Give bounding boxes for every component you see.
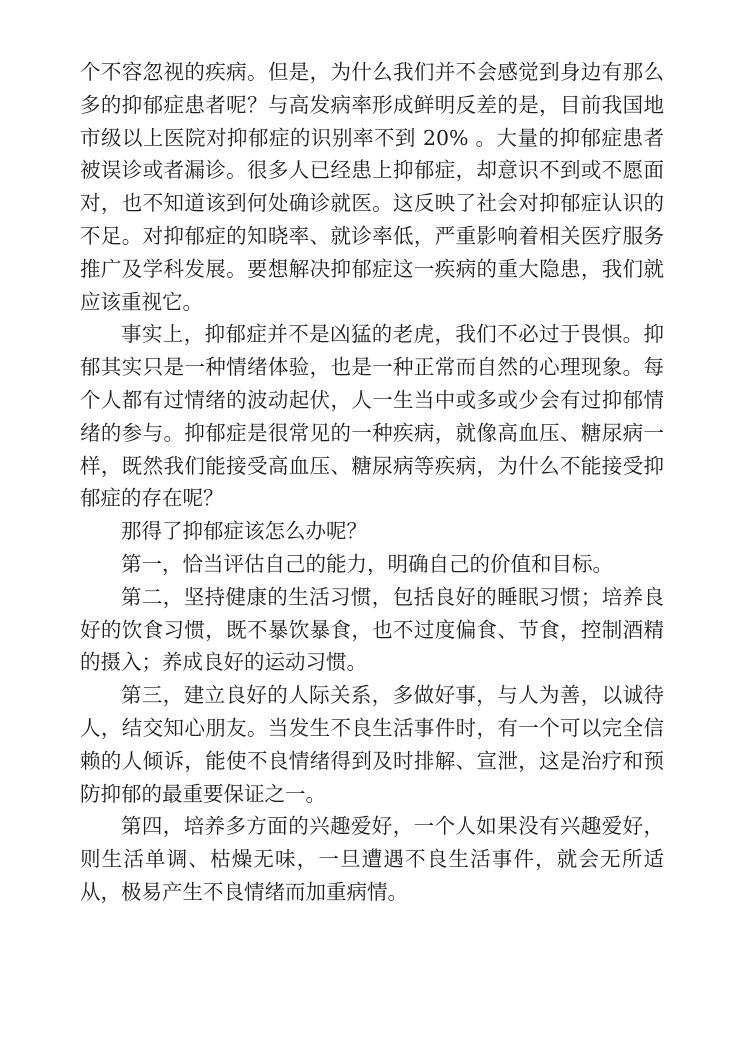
- paragraph-point-one: 第一，恰当评估自己的能力，明确自己的价值和目标。: [121, 551, 613, 576]
- paragraph-what-to-do: 那得了抑郁症该怎么办呢？: [121, 519, 367, 544]
- paragraph-continuation: 个不容忽视的疾病。但是，为什么我们并不会感觉到身边有那么多的抑郁症患者呢？与高发病率形成鲜明反差的是，目前我国地市级以上医院对抑郁症的识别率不到 20% 。大量的抑郁症患者被误诊或者漏诊。很多人已经患上抑郁症，却意识不到或不愿面对，也不知道该到何处确诊就医。这反映了社会对抑郁症认识的不足。对抑郁症的知晓率、就诊率低，严重影响着相关医疗服务推广及学科发展。要想解决抑郁症这一疾病的重大隐患，我们就应该重视它。: [80, 60, 664, 314]
- paragraph-point-three: 第三，建立良好的人际关系，多做好事，与人为善，以诚待人，结交知心朋友。当发生不良生活事件时，有一个可以完全信赖的人倾诉，能使不良情绪得到及时排解、宣泄，这是治疗和预防抑郁的最重要保证之一。: [80, 683, 664, 806]
- document-page: [80, 56, 664, 909]
- paragraph-depression-not-scary: 事实上，抑郁症并不是凶猛的老虎，我们不必过于畏惧。抑郁其实只是一种情绪体验，也是一种正常而自然的心理现象。每个人都有过情绪的波动起伏，人一生当中或多或少会有过抑郁情绪的参与。抑郁症是很常见的一种疾病，就像高血压、糖尿病一样，既然我们能接受高血压、糖尿病等疾病，为什么不能接受抑郁症的存在呢？: [80, 322, 664, 511]
- paragraph-point-two: 第二，坚持健康的生活习惯，包括良好的睡眠习惯；培养良好的饮食习惯，既不暴饮暴食，也不过度偏食、节食，控制酒精的摄入；养成良好的运动习惯。: [80, 584, 664, 675]
- paragraph-point-four: 第四，培养多方面的兴趣爱好，一个人如果没有兴趣爱好，则生活单调、枯燥无味，一旦遭遇不良生活事件，就会无所适从，极易产生不良情绪而加重病情。: [80, 814, 664, 904]
